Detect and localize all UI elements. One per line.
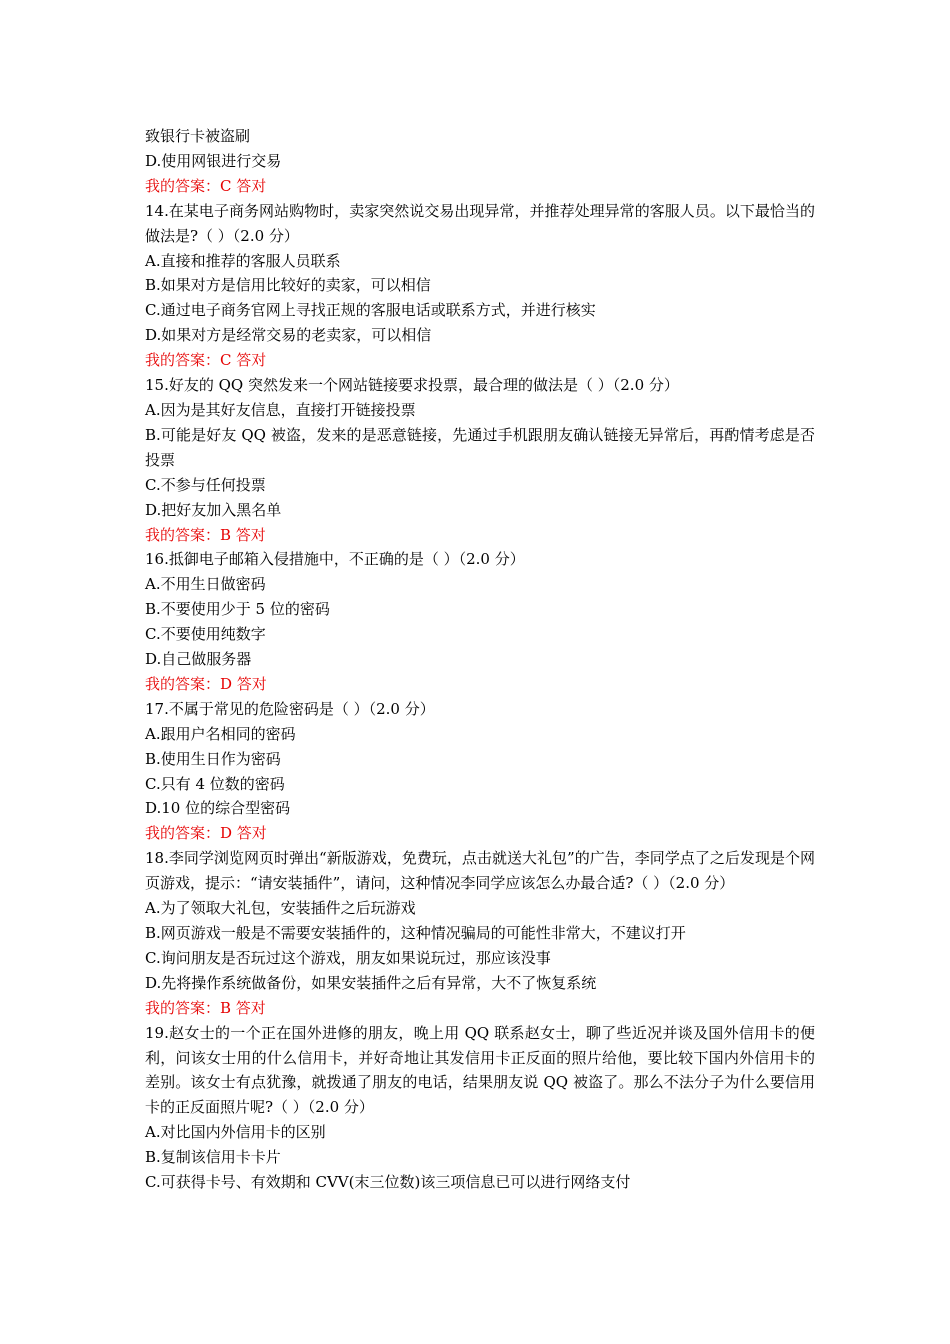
option-c: C.只有 4 位数的密码 — [145, 774, 285, 793]
option-b: B.可能是好友 QQ 被盗，发来的是恶意链接，先通过手机跟朋友确认链接无异常后，再酌情考虑是否投票 — [145, 425, 815, 469]
option-c: C.不参与任何投票 — [145, 475, 266, 494]
option-d: D.10 位的综合型密码 — [145, 799, 291, 818]
question-stem-15: 15.好友的 QQ 突然发来一个网站链接要求投票，最合理的做法是（ ）（2.0 分） — [145, 376, 679, 395]
option-a: A.因为是其好友信息，直接打开链接投票 — [145, 400, 416, 419]
intro-option-d: D.使用网银进行交易 — [145, 151, 282, 170]
question-stem-18: 18.李同学浏览网页时弹出“新版游戏，免费玩，点击就送大礼包”的广告，李同学点了之后发现是个网页游戏，提示：“请安装插件”，请问，这种情况李同学应该怎么办最合适?（ ）（2.0 分） — [145, 849, 815, 893]
option-b: B.使用生日作为密码 — [145, 749, 281, 768]
option-c: C.询问朋友是否玩过这个游戏，朋友如果说玩过，那应该没事 — [145, 948, 551, 967]
option-a: A.不用生日做密码 — [145, 575, 266, 594]
option-a: A.对比国内外信用卡的区别 — [145, 1123, 326, 1142]
answer-line: 我的答案：D 答对 — [145, 674, 267, 693]
answer-line: 我的答案：D 答对 — [145, 824, 267, 843]
question-stem-19: 19.赵女士的一个正在国外进修的朋友，晚上用 QQ 联系赵女士，聊了些近况并谈及国外信用卡的便利，问该女士用的什么信用卡，并好奇地让其发信用卡正反面的照片给他，要比较下国内外信用卡的差别。该女士有点犹豫，就拨通了朋友的电话，结果朋友说 QQ 被盗了。那么不法分子为什么要信用卡的正反面照片呢?（ ）（2.0 分） — [145, 1023, 815, 1117]
option-b: B.网页游戏一般是不需要安装插件的，这种情况骗局的可能性非常大，不建议打开 — [145, 924, 686, 942]
answer-line: 我的答案：C 答对 — [145, 176, 267, 195]
option-c: C.不要使用纯数字 — [145, 625, 266, 644]
intro-line: 致银行卡被盗刷 — [145, 127, 251, 145]
answer-line: 我的答案：C 答对 — [145, 351, 267, 370]
option-c: C.通过电子商务官网上寻找正规的客服电话或联系方式，并进行核实 — [145, 301, 596, 320]
document-page — [145, 124, 815, 1195]
option-c: C.可获得卡号、有效期和 CVV(末三位数)该三项信息已可以进行网络支付 — [145, 1173, 631, 1192]
question-stem-16: 16.抵御电子邮箱入侵措施中，不正确的是（ ）（2.0 分） — [145, 550, 525, 569]
option-d: D.自己做服务器 — [145, 650, 252, 669]
option-b: B.不要使用少于 5 位的密码 — [145, 600, 330, 619]
option-a: A.跟用户名相同的密码 — [145, 724, 296, 743]
option-b: B.如果对方是信用比较好的卖家，可以相信 — [145, 276, 431, 295]
option-d: D.如果对方是经常交易的老卖家，可以相信 — [145, 326, 432, 345]
question-stem-17: 17.不属于常见的危险密码是（ ）（2.0 分） — [145, 699, 435, 718]
answer-line: 我的答案：B 答对 — [145, 525, 266, 544]
answer-line: 我的答案：B 答对 — [145, 998, 266, 1017]
question-stem-14: 14.在某电子商务网站购物时，卖家突然说交易出现异常，并推荐处理异常的客服人员。以下最恰当的做法是?（ ）（2.0 分） — [145, 201, 815, 245]
option-a: A.直接和推荐的客服人员联系 — [145, 251, 341, 270]
option-a: A.为了领取大礼包，安装插件之后玩游戏 — [145, 899, 416, 918]
option-b: B.复制该信用卡卡片 — [145, 1148, 281, 1167]
option-d: D.先将操作系统做备份，如果安装插件之后有异常，大不了恢复系统 — [145, 973, 597, 992]
option-d: D.把好友加入黑名单 — [145, 500, 282, 519]
